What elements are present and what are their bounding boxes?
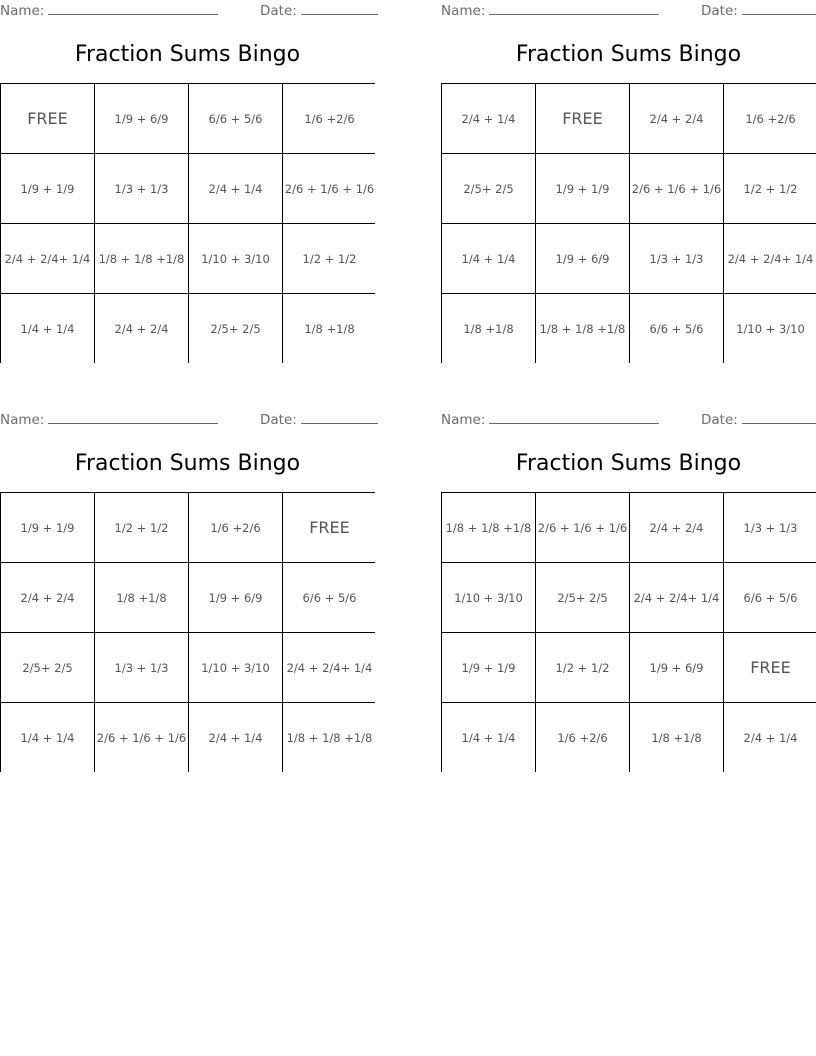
name-field[interactable] [0, 0, 218, 21]
bingo-cell[interactable]: 2/4 + 1/4 [442, 84, 535, 153]
bingo-cell[interactable]: 1/4 + 1/4 [442, 224, 535, 293]
bingo-cell[interactable]: 1/3 + 1/3 [724, 493, 816, 562]
bingo-cell[interactable]: 2/6 + 1/6 + 1/6 [630, 154, 723, 223]
bingo-cell[interactable]: 2/5+ 2/5 [189, 294, 282, 363]
bingo-cell[interactable]: 2/5+ 2/5 [442, 154, 535, 223]
bingo-cell[interactable]: FREE [283, 493, 376, 562]
bingo-cell[interactable]: 2/5+ 2/5 [1, 633, 94, 702]
bingo-grid [441, 492, 816, 772]
bingo-cell[interactable]: 1/9 + 1/9 [442, 633, 535, 702]
bingo-grid [0, 83, 375, 363]
date-label: Date: [260, 412, 297, 428]
bingo-cell[interactable]: 1/9 + 1/9 [536, 154, 629, 223]
date-field[interactable] [701, 0, 816, 21]
date-blank-line[interactable] [742, 0, 816, 15]
bingo-cell[interactable]: 1/8 +1/8 [442, 294, 535, 363]
card-header [0, 0, 375, 20]
bingo-cell[interactable]: 1/6 +2/6 [536, 703, 629, 772]
bingo-cell[interactable]: 1/4 + 1/4 [442, 703, 535, 772]
name-field[interactable] [441, 409, 659, 430]
bingo-cell[interactable]: 6/6 + 5/6 [724, 563, 816, 632]
card-title: Fraction Sums Bingo [515, 451, 742, 476]
bingo-cell[interactable]: 6/6 + 5/6 [189, 84, 282, 153]
bingo-cell[interactable]: 1/2 + 1/2 [536, 633, 629, 702]
bingo-cell[interactable]: 2/4 + 2/4 [630, 84, 723, 153]
date-blank-line[interactable] [742, 409, 816, 424]
bingo-cell[interactable]: FREE [724, 633, 816, 702]
card-header [441, 409, 816, 429]
bingo-cell[interactable]: 6/6 + 5/6 [283, 563, 376, 632]
name-field[interactable] [441, 0, 659, 21]
date-label: Date: [701, 412, 738, 428]
date-blank-line[interactable] [301, 409, 378, 424]
bingo-cell[interactable]: 1/8 +1/8 [630, 703, 723, 772]
bingo-cell[interactable]: 2/4 + 1/4 [189, 703, 282, 772]
bingo-cell[interactable]: 2/4 + 2/4+ 1/4 [630, 563, 723, 632]
card-header [441, 0, 816, 20]
bingo-cell[interactable]: 6/6 + 5/6 [630, 294, 723, 363]
bingo-cell[interactable]: 1/3 + 1/3 [95, 633, 188, 702]
bingo-cell[interactable]: 2/4 + 1/4 [189, 154, 282, 223]
bingo-cell[interactable]: 2/4 + 1/4 [724, 703, 816, 772]
date-label: Date: [260, 3, 297, 19]
name-field[interactable] [0, 409, 218, 430]
bingo-cell[interactable]: 1/8 +1/8 [95, 563, 188, 632]
date-field[interactable] [260, 409, 378, 430]
bingo-cell[interactable]: 1/4 + 1/4 [1, 294, 94, 363]
bingo-cell[interactable]: 2/4 + 2/4+ 1/4 [283, 633, 376, 702]
card-title: Fraction Sums Bingo [515, 42, 742, 67]
bingo-cell[interactable]: 1/9 + 1/9 [1, 154, 94, 223]
bingo-cell[interactable]: 2/4 + 2/4 [95, 294, 188, 363]
name-blank-line[interactable] [489, 409, 659, 424]
bingo-cell[interactable]: 1/3 + 1/3 [95, 154, 188, 223]
bingo-cell[interactable]: 1/8 + 1/8 +1/8 [536, 294, 629, 363]
bingo-cell[interactable]: 2/6 + 1/6 + 1/6 [95, 703, 188, 772]
bingo-cell[interactable]: FREE [1, 84, 94, 153]
card-title: Fraction Sums Bingo [74, 42, 301, 67]
bingo-cell[interactable]: 1/9 + 6/9 [189, 563, 282, 632]
bingo-cell[interactable]: 1/8 + 1/8 +1/8 [95, 224, 188, 293]
bingo-cell[interactable]: 2/6 + 1/6 + 1/6 [536, 493, 629, 562]
card-title: Fraction Sums Bingo [74, 451, 301, 476]
bingo-cell[interactable]: 1/3 + 1/3 [630, 224, 723, 293]
bingo-cell[interactable]: 1/8 + 1/8 +1/8 [283, 703, 376, 772]
bingo-cell[interactable]: 1/2 + 1/2 [724, 154, 816, 223]
bingo-cell[interactable]: 1/10 + 3/10 [189, 633, 282, 702]
bingo-cell[interactable]: 1/2 + 1/2 [95, 493, 188, 562]
bingo-cell[interactable]: 1/10 + 3/10 [189, 224, 282, 293]
date-label: Date: [701, 3, 738, 19]
bingo-cell[interactable]: 1/9 + 6/9 [95, 84, 188, 153]
bingo-cell[interactable]: 1/9 + 1/9 [1, 493, 94, 562]
bingo-cell[interactable]: 1/6 +2/6 [724, 84, 816, 153]
name-label: Name: [0, 412, 45, 428]
bingo-cell[interactable]: 1/8 +1/8 [283, 294, 376, 363]
bingo-cell[interactable]: 2/4 + 2/4 [630, 493, 723, 562]
bingo-grid [0, 492, 375, 772]
date-blank-line[interactable] [301, 0, 378, 15]
bingo-cell[interactable]: 1/4 + 1/4 [1, 703, 94, 772]
bingo-cell[interactable]: FREE [536, 84, 629, 153]
bingo-grid [441, 83, 816, 363]
bingo-cell[interactable]: 2/6 + 1/6 + 1/6 [283, 154, 376, 223]
bingo-cell[interactable]: 2/4 + 2/4+ 1/4 [724, 224, 816, 293]
bingo-cell[interactable]: 2/4 + 2/4 [1, 563, 94, 632]
bingo-cell[interactable]: 2/5+ 2/5 [536, 563, 629, 632]
card-header [0, 409, 375, 429]
bingo-cell[interactable]: 1/6 +2/6 [189, 493, 282, 562]
name-blank-line[interactable] [48, 0, 218, 15]
bingo-cell[interactable]: 1/10 + 3/10 [724, 294, 816, 363]
name-label: Name: [441, 412, 486, 428]
date-field[interactable] [260, 0, 378, 21]
name-label: Name: [441, 3, 486, 19]
bingo-cell[interactable]: 2/4 + 2/4+ 1/4 [1, 224, 94, 293]
name-blank-line[interactable] [48, 409, 218, 424]
name-label: Name: [0, 3, 45, 19]
bingo-cell[interactable]: 1/2 + 1/2 [283, 224, 376, 293]
bingo-cell[interactable]: 1/9 + 6/9 [630, 633, 723, 702]
name-blank-line[interactable] [489, 0, 659, 15]
bingo-cell[interactable]: 1/9 + 6/9 [536, 224, 629, 293]
bingo-cell[interactable]: 1/8 + 1/8 +1/8 [442, 493, 535, 562]
bingo-cell[interactable]: 1/10 + 3/10 [442, 563, 535, 632]
date-field[interactable] [701, 409, 816, 430]
bingo-cell[interactable]: 1/6 +2/6 [283, 84, 376, 153]
